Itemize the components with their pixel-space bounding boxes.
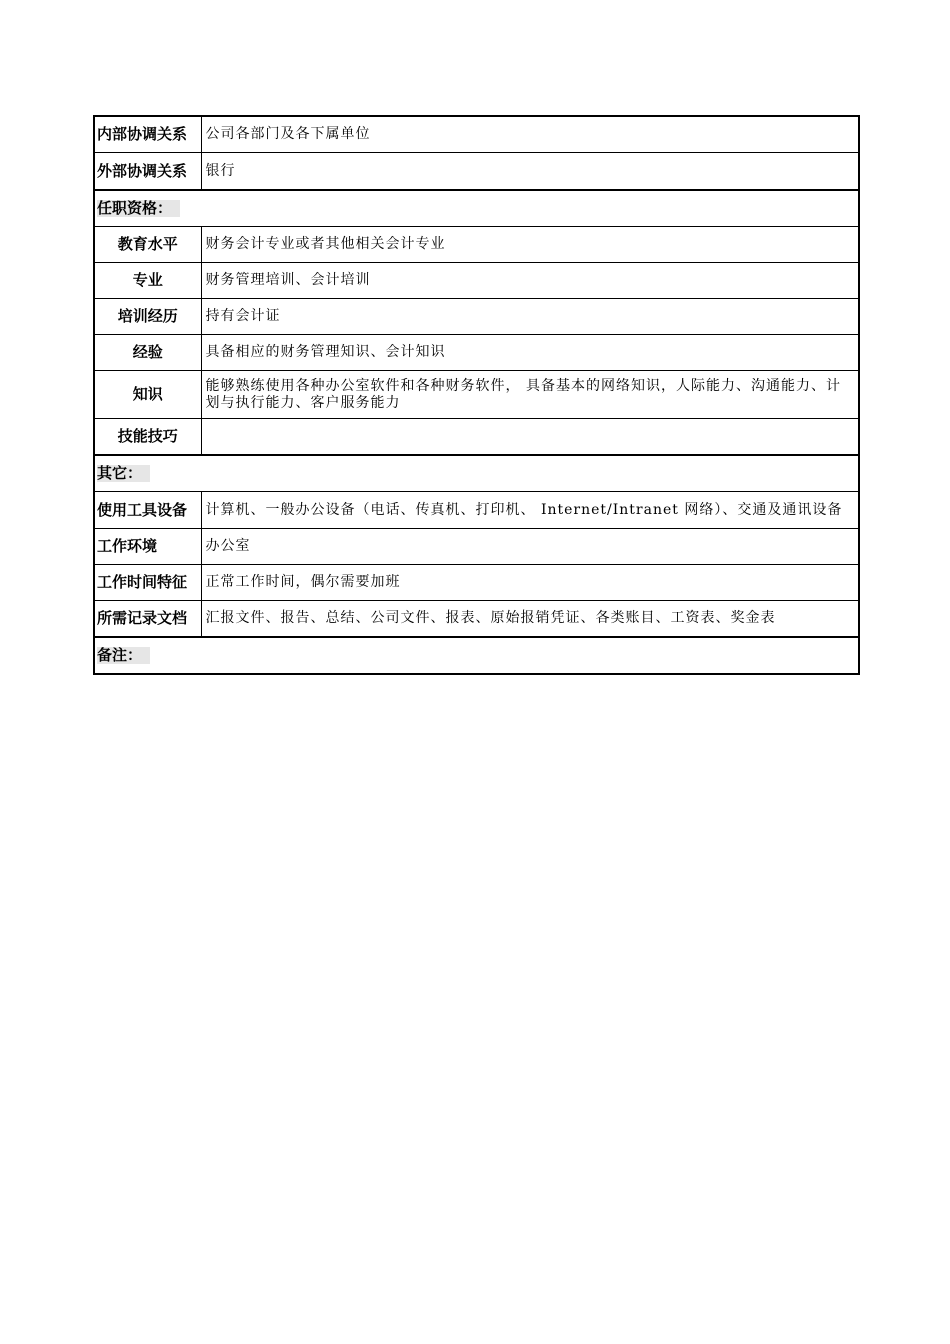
row-knowledge: [94, 371, 859, 419]
row-experience: [94, 335, 859, 371]
row-training: [94, 299, 859, 335]
label-education: 教育水平: [94, 227, 201, 263]
row-internal-coordination: [94, 116, 859, 153]
row-skills: [94, 419, 859, 456]
label-work-hours: 工作时间特征: [94, 565, 201, 601]
job-description-table: [93, 115, 860, 675]
row-tools: [94, 492, 859, 529]
value-external-coordination: 银行: [201, 153, 859, 191]
row-work-hours: [94, 565, 859, 601]
value-education: 财务会计专业或者其他相关会计专业: [201, 227, 859, 263]
section-qualifications: [94, 190, 859, 227]
value-documents: 汇报文件、报告、总结、公司文件、报表、原始报销凭证、各类账目、工资表、奖金表: [201, 601, 859, 638]
label-work-environment: 工作环境: [94, 529, 201, 565]
value-training: 持有会计证: [201, 299, 859, 335]
label-training: 培训经历: [94, 299, 201, 335]
value-skills: [201, 419, 859, 456]
label-major: 专业: [94, 263, 201, 299]
label-documents: 所需记录文档: [94, 601, 201, 638]
section-other-title: 其它：: [97, 465, 150, 482]
label-skills: 技能技巧: [94, 419, 201, 456]
label-experience: 经验: [94, 335, 201, 371]
value-work-environment: 办公室: [201, 529, 859, 565]
row-documents: [94, 601, 859, 638]
value-internal-coordination: 公司各部门及各下属单位: [201, 116, 859, 153]
section-other: [94, 455, 859, 492]
value-tools: 计算机、一般办公设备（电话、传真机、打印机、 Internet/Intranet 网络）、交通及通讯设备: [201, 492, 859, 529]
row-external-coordination: [94, 153, 859, 191]
value-experience: 具备相应的财务管理知识、会计知识: [201, 335, 859, 371]
label-knowledge: 知识: [94, 371, 201, 419]
label-internal-coordination: 内部协调关系: [94, 116, 201, 153]
label-tools: 使用工具设备: [94, 492, 201, 529]
row-major: [94, 263, 859, 299]
section-qualifications-title: 任职资格：: [97, 200, 180, 217]
value-major: 财务管理培训、会计培训: [201, 263, 859, 299]
row-work-environment: [94, 529, 859, 565]
value-work-hours: 正常工作时间，偶尔需要加班: [201, 565, 859, 601]
section-remarks-title: 备注：: [97, 647, 150, 664]
row-education: [94, 227, 859, 263]
section-remarks: [94, 637, 859, 674]
value-knowledge: 能够熟练使用各种办公室软件和各种财务软件， 具备基本的网络知识，人际能力、沟通能力、计划与执行能力、客户服务能力: [201, 371, 859, 419]
label-external-coordination: 外部协调关系: [94, 153, 201, 191]
